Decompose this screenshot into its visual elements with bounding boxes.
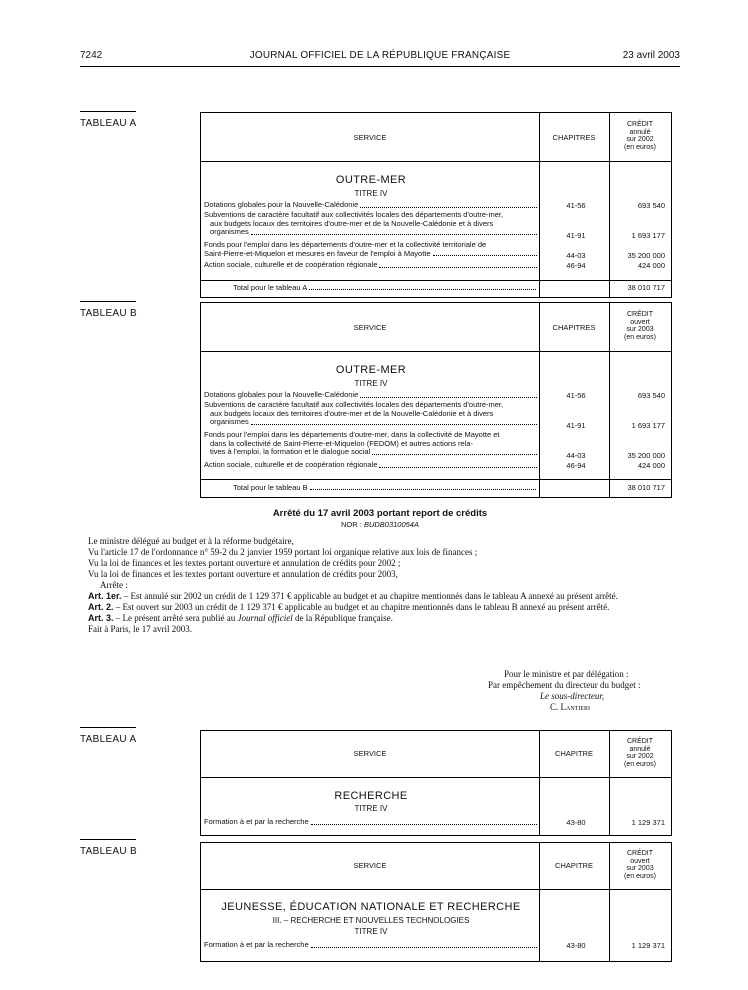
amount-cell: 693 540 <box>637 391 665 400</box>
table-a-label: TABLEAU A <box>80 118 136 129</box>
chapitre-cell: 41-91 <box>566 231 586 240</box>
total-row: Total pour le tableau B <box>233 483 537 492</box>
signature-line: Par empêchement du directeur du budget : <box>488 680 641 690</box>
table-row: Action sociale, culturelle et de coopération régionale <box>204 261 538 270</box>
ministry-title: OUTRE-MER <box>335 174 407 186</box>
table-row: Dotations globales pour la Nouvelle-Calédonie <box>204 391 538 400</box>
table-row: Action sociale, culturelle et de coopération régionale <box>204 461 538 470</box>
table-row: Formation à et par la recherche <box>204 941 538 950</box>
col-header-service: SERVICE <box>353 861 387 870</box>
amount-cell: 1 129 371 <box>631 818 665 827</box>
chapitre-cell: 43-80 <box>566 941 586 950</box>
total-amount: 38 010 717 <box>627 283 665 292</box>
header-rule <box>80 66 680 67</box>
preamble-line: Vu la loi de finances et les textes portant ouverture et annulation de crédits pour 2002 ; <box>88 558 401 568</box>
page-number: 7242 <box>80 50 103 61</box>
amount-cell: 693 540 <box>637 201 665 210</box>
titre-label: TITRE IV <box>354 927 388 936</box>
chapitre-cell: 44-03 <box>566 251 586 260</box>
chapitre-cell: 43-80 <box>566 818 586 827</box>
nor-reference: NOR : BUDB0310054A <box>341 520 419 529</box>
amount-cell: 35 200 000 <box>627 451 665 460</box>
amount-cell: 424 000 <box>637 261 665 270</box>
label-rule <box>80 727 136 728</box>
col-header-chapitre: CHAPITRE <box>555 861 593 870</box>
titre-label: TITRE IV <box>354 189 388 198</box>
table-row: Subventions de caractère facultatif aux collectivités locales des départements d'outre-mer, aux budgets locaux des territoires d'outre-mer et de la Nouvelle-Calédonie et à divers organismes <box>204 401 538 427</box>
col-header-credit: CRÉDIT annulé sur 2002 (en euros) <box>624 738 656 768</box>
table-row: Subventions de caractère facultatif aux collectivités locales des départements d'outre-mer, aux budgets locaux des territoires d'outre-mer et de la Nouvelle-Calédonie et à divers organismes <box>204 211 538 237</box>
chapitre-cell: 41-56 <box>566 201 586 210</box>
col-header-credit: CRÉDIT ouvert sur 2003 (en euros) <box>624 311 656 341</box>
col-header-service: SERVICE <box>353 749 387 758</box>
chapitre-cell: 46-94 <box>566 261 586 270</box>
page-header <box>80 50 680 64</box>
amount-cell: 1 129 371 <box>631 941 665 950</box>
amount-cell: 424 000 <box>637 461 665 470</box>
table-b-label: TABLEAU B <box>80 846 137 857</box>
chapitre-cell: 44-03 <box>566 451 586 460</box>
col-header-chapitre: CHAPITRE <box>555 749 593 758</box>
label-rule <box>80 839 136 840</box>
table-row: Formation à et par la recherche <box>204 818 538 827</box>
ministry-title: JEUNESSE, ÉDUCATION NATIONALE ET RECHERCHE <box>221 901 521 913</box>
journal-title: JOURNAL OFFICIEL DE LA RÉPUBLIQUE FRANÇAISE <box>249 50 511 61</box>
total-row: Total pour le tableau A <box>233 283 537 292</box>
preamble-line: Vu l'article 17 de l'ordonnance n° 59-2 du 2 janvier 1959 portant loi organique relative aux lois de finances ; <box>88 547 478 557</box>
table-row: Fonds pour l'emploi dans les départements d'outre-mer et la collectivité territoriale de Saint-Pierre-et-Miquelon et mesures en faveur de l'emploi à Mayotte <box>204 241 538 258</box>
col-header-credit: CRÉDIT ouvert sur 2003 (en euros) <box>624 850 656 880</box>
preamble-line: Vu la loi de finances et les textes portant ouverture et annulation de crédits pour 2003, <box>88 569 398 579</box>
total-amount: 38 010 717 <box>627 483 665 492</box>
issue-date: 23 avril 2003 <box>622 50 680 61</box>
col-header-chapitres: CHAPITRES <box>552 133 596 142</box>
table-b-outre-mer <box>200 302 672 498</box>
titre-label: TITRE IV <box>354 804 388 813</box>
chapitre-cell: 41-56 <box>566 391 586 400</box>
table-row: Dotations globales pour la Nouvelle-Calédonie <box>204 201 538 210</box>
table-a-recherche <box>200 730 672 836</box>
chapitre-cell: 46-94 <box>566 461 586 470</box>
preamble-line: Le ministre délégué au budget et à la réforme budgétaire, <box>88 536 294 546</box>
amount-cell: 35 200 000 <box>627 251 665 260</box>
table-row: Fonds pour l'emploi dans les départements d'outre-mer, dans la collectivité de Mayotte et dans la collectivité de Saint-Pierre-et-Miquelon (FEDOM) et autres actions rela- tives à l'emploi, la formation et le dialogue social <box>204 431 538 457</box>
article-2: Art. 2. – Est ouvert sur 2003 un crédit de 1 129 371 € applicable au budget et au chapitre mentionnés dans le tableau B annexé au présent arrêté. <box>88 602 610 612</box>
table-a-outre-mer <box>200 112 672 298</box>
sub-ministry: III. – RECHERCHE ET NOUVELLES TECHNOLOGIES <box>272 916 470 925</box>
amount-cell: 1 693 177 <box>631 231 665 240</box>
col-header-credit: CRÉDIT annulé sur 2002 (en euros) <box>624 121 656 151</box>
signatory-name: C. Lantieri <box>550 702 590 712</box>
table-a-label: TABLEAU A <box>80 734 136 745</box>
label-rule <box>80 301 136 302</box>
signature-line: Pour le ministre et par délégation : <box>504 669 629 679</box>
chapitre-cell: 41-91 <box>566 421 586 430</box>
ministry-title: RECHERCHE <box>334 790 408 802</box>
article-3: Art. 3. – Le présent arrêté sera publié au Journal officiel de la République française. <box>88 613 393 623</box>
signature-title: Le sous-directeur, <box>540 691 605 701</box>
table-b-label: TABLEAU B <box>80 308 137 319</box>
titre-label: TITRE IV <box>354 379 388 388</box>
arrete-word: Arrête : <box>100 580 128 590</box>
arrete-title: Arrêté du 17 avril 2003 portant report de crédits <box>272 508 488 519</box>
col-header-chapitres: CHAPITRES <box>552 323 596 332</box>
fait-a-paris: Fait à Paris, le 17 avril 2003. <box>88 624 192 634</box>
col-header-service: SERVICE <box>353 133 387 142</box>
col-header-service: SERVICE <box>353 323 387 332</box>
article-1: Art. 1er. – Est annulé sur 2002 un crédit de 1 129 371 € applicable au budget et au chapitre mentionnés dans le tableau A annexé au présent arrêté. <box>88 591 618 601</box>
label-rule <box>80 111 136 112</box>
amount-cell: 1 693 177 <box>631 421 665 430</box>
table-b-jeunesse <box>200 842 672 962</box>
ministry-title: OUTRE-MER <box>335 364 407 376</box>
arrete-block <box>80 508 680 635</box>
